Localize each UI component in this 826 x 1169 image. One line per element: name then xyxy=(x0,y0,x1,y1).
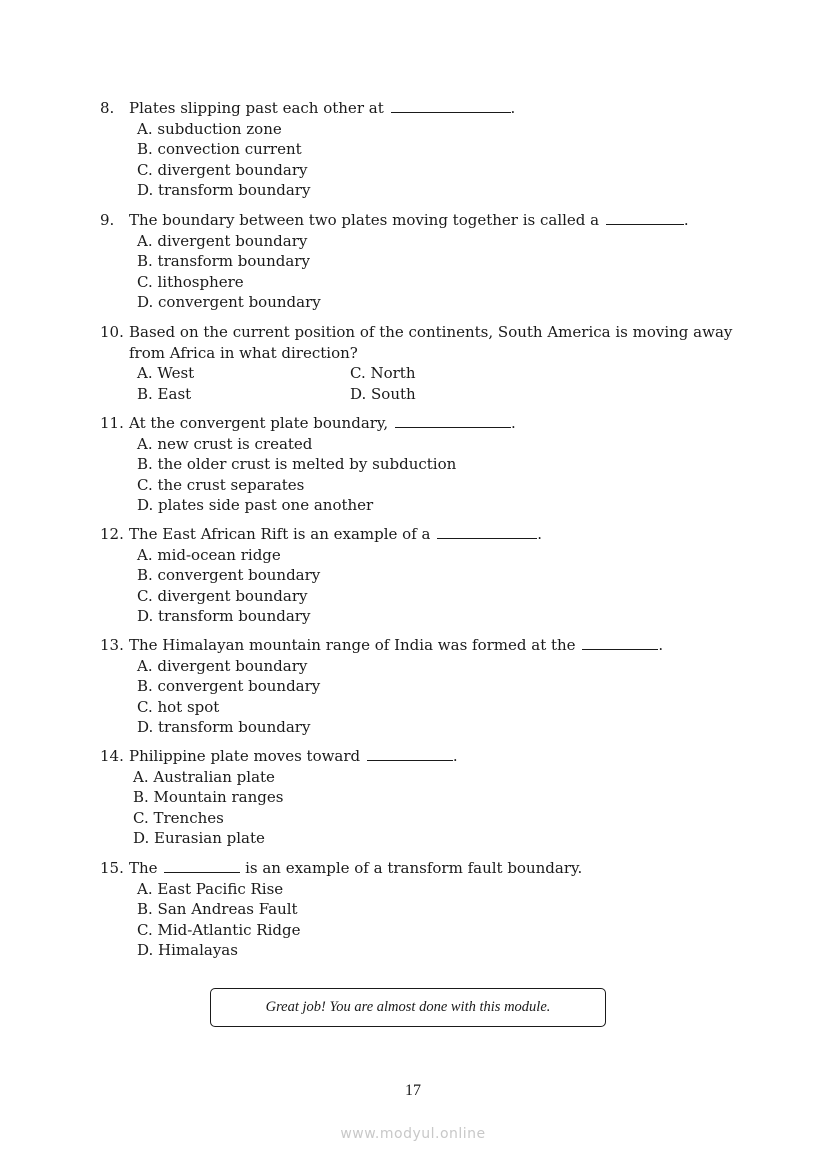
question-number: 11. xyxy=(100,414,124,432)
option-a: A. new crust is created xyxy=(137,434,313,453)
option-c: C. lithosphere xyxy=(137,272,244,291)
stem-text: The xyxy=(129,859,163,877)
option-d: D. transform boundary xyxy=(137,718,311,737)
question-8 xyxy=(100,98,760,201)
stem-text: The boundary between two plates moving together is called a xyxy=(129,211,604,229)
option-b: B. Mountain ranges xyxy=(133,788,284,807)
stem-text-end: . xyxy=(510,99,516,117)
stem-continuation: from Africa in what direction? xyxy=(129,343,358,362)
option-c: C. divergent boundary xyxy=(137,586,308,605)
answer-blank xyxy=(582,637,658,650)
option-b: B. San Andreas Fault xyxy=(137,900,298,919)
encouragement-callout xyxy=(210,988,606,1027)
option-d: D. convergent boundary xyxy=(137,293,321,312)
option-b: B. convergent boundary xyxy=(137,677,321,696)
question-14 xyxy=(100,746,760,849)
stem-text-end: . xyxy=(683,211,689,229)
option-d: D. South xyxy=(350,384,416,403)
option-d: D. plates side past one another xyxy=(137,496,374,515)
question-13 xyxy=(100,635,760,738)
option-b: B. convection current xyxy=(137,140,302,159)
answer-blank xyxy=(164,860,240,873)
page-number: 17 xyxy=(405,1082,421,1099)
answer-blank xyxy=(606,212,684,225)
answer-blank xyxy=(391,100,511,113)
question-stem xyxy=(100,413,760,434)
option-a: A. divergent boundary xyxy=(137,231,308,250)
question-number: 13. xyxy=(100,636,124,654)
answer-blank xyxy=(367,748,453,761)
question-9 xyxy=(100,210,760,313)
stem-text: Philippine plate moves toward xyxy=(129,747,365,765)
question-12 xyxy=(100,524,760,627)
option-b: B. the older crust is melted by subduction xyxy=(137,455,457,474)
question-stem xyxy=(100,746,760,767)
stem-text: At the convergent plate boundary, xyxy=(129,414,393,432)
option-a: A. East Pacific Rise xyxy=(137,879,284,898)
stem-text: Plates slipping past each other at xyxy=(129,99,389,117)
option-a: A. West xyxy=(137,364,195,383)
question-15 xyxy=(100,858,760,961)
question-number: 12. xyxy=(100,525,124,543)
question-number: 10. xyxy=(100,323,124,341)
stem-text-end: . xyxy=(452,747,458,765)
question-number: 8. xyxy=(100,99,115,117)
option-c: C. hot spot xyxy=(137,697,220,716)
option-c: C. Trenches xyxy=(133,808,224,827)
stem-text: The Himalayan mountain range of India was formed at the xyxy=(129,636,581,654)
option-d: D. Himalayas xyxy=(137,941,238,960)
stem-text-end: is an example of a transform fault boundary. xyxy=(240,859,583,877)
option-a: A. mid-ocean ridge xyxy=(137,545,281,564)
option-d: D. transform boundary xyxy=(137,181,311,200)
question-stem xyxy=(100,524,760,545)
option-c: C. North xyxy=(350,364,416,383)
option-a: A. divergent boundary xyxy=(137,656,308,675)
question-number: 9. xyxy=(100,211,115,229)
option-b: B. East xyxy=(137,384,192,403)
option-c: C. divergent boundary xyxy=(137,160,308,179)
stem-text: Based on the current position of the continents, South America is moving away xyxy=(129,323,733,341)
option-row xyxy=(100,363,760,384)
stem-text-end: . xyxy=(537,525,543,543)
option-b: B. transform boundary xyxy=(137,252,310,271)
question-stem xyxy=(100,210,760,231)
question-11 xyxy=(100,413,760,516)
answer-blank xyxy=(395,415,511,428)
stem-text-end: . xyxy=(658,636,664,654)
stem-text: The East African Rift is an example of a xyxy=(129,525,436,543)
question-number: 14. xyxy=(100,747,124,765)
watermark: www.modyul.online xyxy=(340,1126,486,1142)
option-d: D. Eurasian plate xyxy=(133,829,265,848)
question-stem xyxy=(100,635,760,656)
option-a: A. Australian plate xyxy=(133,767,275,786)
question-number: 15. xyxy=(100,859,124,877)
option-c: C. the crust separates xyxy=(137,475,305,494)
answer-blank xyxy=(437,526,537,539)
question-stem xyxy=(100,98,760,119)
callout-text: Great job! You are almost done with this module. xyxy=(265,999,551,1015)
question-10 xyxy=(100,322,760,404)
question-stem xyxy=(100,322,760,343)
stem-text-end: . xyxy=(510,414,516,432)
option-c: C. Mid-Atlantic Ridge xyxy=(137,920,301,939)
question-stem xyxy=(100,858,760,879)
option-d: D. transform boundary xyxy=(137,607,311,626)
option-row xyxy=(100,384,760,405)
option-b: B. convergent boundary xyxy=(137,566,321,585)
option-a: A. subduction zone xyxy=(137,119,282,138)
